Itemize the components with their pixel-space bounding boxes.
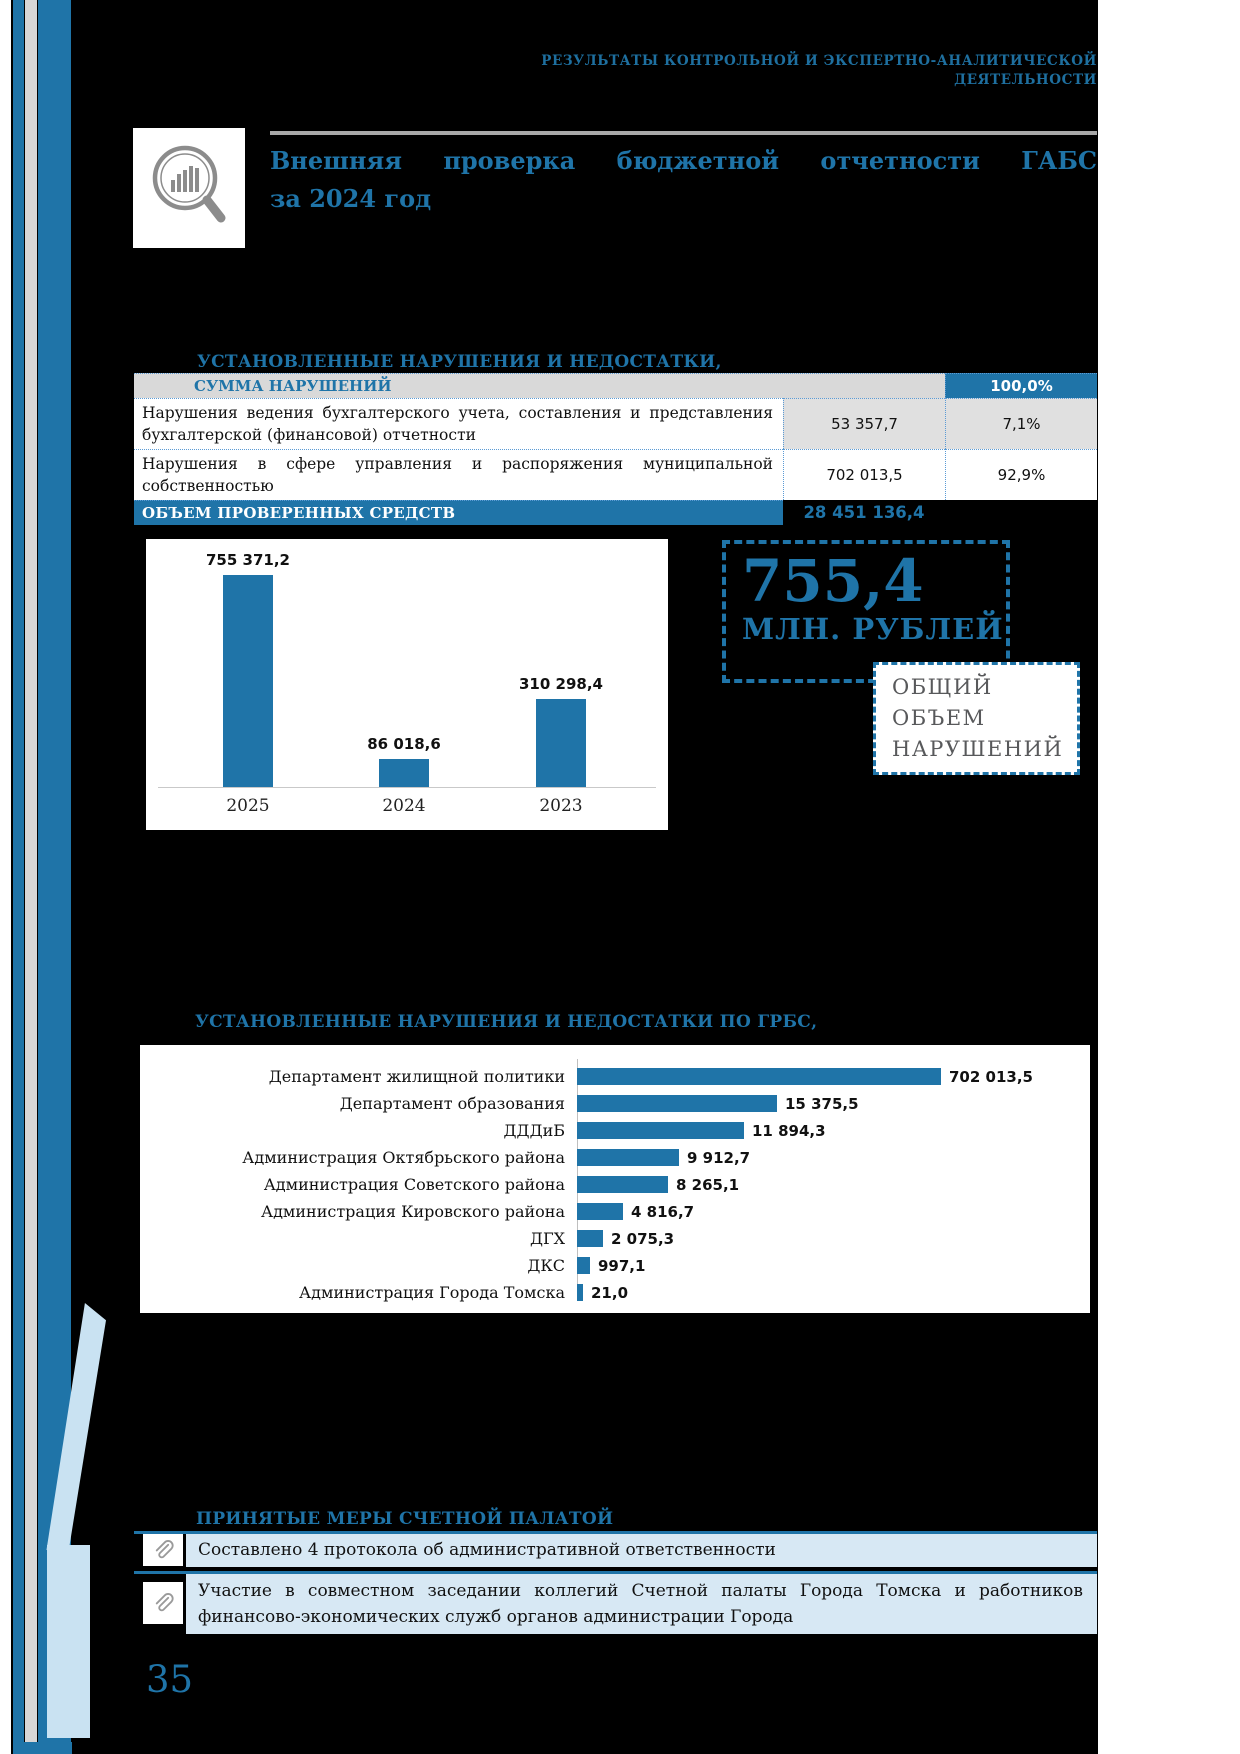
checked-funds-label: ОБЪЕМ ПРОВЕРЕННЫХ СРЕДСТВ	[134, 500, 783, 525]
total-violations-label-box	[873, 662, 1080, 775]
violation-value: 53 357,7	[783, 398, 945, 449]
page-background	[11, 0, 1098, 1754]
grbs-heading: УСТАНОВЛЕННЫЕ НАРУШЕНИЯ И НЕДОСТАТКИ ПО ГРБС,	[195, 1012, 818, 1032]
bar-2024	[379, 759, 429, 787]
violations-by-grbs-chart	[140, 1045, 1090, 1313]
hbar	[577, 1068, 941, 1085]
hbar-row	[140, 1198, 1090, 1225]
bar-value-label: 310 298,4	[519, 675, 603, 693]
callout-value: 755,4	[742, 547, 924, 615]
bar-value-label: 86 018,6	[367, 735, 441, 753]
x-axis-label: 2025	[226, 796, 270, 816]
section-icon-box	[133, 128, 245, 248]
hbar-category: Администрация Города Томска	[299, 1283, 565, 1302]
bar-value-label: 755 371,2	[206, 551, 290, 569]
hbar-category: Администрация Советского района	[263, 1175, 565, 1194]
callout-label-line: ОБЪЕМ	[892, 706, 986, 730]
bottom-left-pale-bar-decoration	[47, 1545, 90, 1738]
hbar-row	[140, 1252, 1090, 1279]
hbar	[577, 1176, 668, 1193]
paperclip-icon	[150, 1537, 176, 1563]
table-header-label: СУММА НАРУШЕНИЙ	[134, 373, 945, 398]
hbar-category: Департамент образования	[339, 1094, 565, 1113]
hbar-value: 8 265,1	[676, 1175, 740, 1194]
running-header	[400, 52, 1097, 90]
hbar-value: 997,1	[598, 1256, 646, 1275]
violations-by-year-chart	[146, 539, 668, 830]
violation-pct: 92,9%	[945, 449, 1097, 500]
violation-name: Нарушения ведения бухгалтерского учета, составления и представления бухгалтерской (финансовой) отчетности	[134, 398, 783, 449]
hbar-row	[140, 1225, 1090, 1252]
checked-funds-value: 28 451 136,4	[803, 503, 925, 522]
hbar	[577, 1122, 744, 1139]
hbar	[577, 1095, 777, 1112]
hbar-category: Администрация Кировского района	[260, 1202, 565, 1221]
measure-item: Участие в совместном заседании коллегий Счетной палаты Города Томска и работников финансово-экономических служб органов администрации Города	[186, 1574, 1097, 1634]
hbar-row	[140, 1090, 1090, 1117]
measures-heading: ПРИНЯТЫЕ МЕРЫ СЧЕТНОЙ ПАЛАТОЙ	[196, 1509, 614, 1529]
page-title-line1: Внешняя проверка бюджетной отчетности ГАБС	[270, 146, 1097, 175]
left-stripe-gray	[25, 0, 37, 1754]
hbar-row	[140, 1171, 1090, 1198]
hbar-value: 9 912,7	[687, 1148, 751, 1167]
violation-pct: 7,1%	[945, 398, 1097, 449]
hbar	[577, 1149, 679, 1166]
table-footer-row	[134, 500, 1097, 525]
hbar-row	[140, 1117, 1090, 1144]
page-title	[270, 146, 1097, 213]
hbar-category: ДКС	[527, 1256, 565, 1275]
left-stripe-blue-thin	[13, 0, 24, 1754]
table-header-row	[134, 373, 1097, 398]
callout-label-line: НАРУШЕНИЙ	[892, 737, 1064, 761]
hbar-value: 4 816,7	[631, 1202, 695, 1221]
chart-baseline	[158, 787, 656, 788]
measure-item: Составлено 4 протокола об административной ответственности	[186, 1534, 1097, 1567]
hbar-category: Администрация Октябрьского района	[242, 1148, 565, 1167]
hbar-category: ДГХ	[530, 1229, 565, 1248]
hbar-value: 2 075,3	[611, 1229, 675, 1248]
callout-unit: МЛН. РУБЛЕЙ	[742, 612, 1004, 646]
bottom-left-footer-block	[13, 1742, 72, 1754]
hbar-value: 11 894,3	[752, 1121, 826, 1140]
violations-table	[134, 373, 1097, 525]
hbar-row	[140, 1279, 1090, 1306]
bar-chart-magnifier-icon	[143, 138, 235, 238]
x-axis-label: 2024	[382, 796, 426, 816]
running-header-line2: ДЕЯТЕЛЬНОСТИ	[954, 72, 1097, 88]
table-row	[134, 398, 1097, 449]
table-row	[134, 449, 1097, 500]
hbar	[577, 1230, 603, 1247]
paperclip-icon	[150, 1590, 176, 1616]
x-axis-label: 2023	[539, 796, 583, 816]
hbar-value: 15 375,5	[785, 1094, 859, 1113]
hbar-row	[140, 1144, 1090, 1171]
table-header-total-pct: 100,0%	[945, 373, 1097, 398]
violation-value: 702 013,5	[783, 449, 945, 500]
hbar-value: 702 013,5	[949, 1067, 1033, 1086]
violation-name: Нарушения в сфере управления и распоряжения муниципальной собственностью	[134, 449, 783, 500]
hbar-category: Департамент жилищной политики	[268, 1067, 565, 1086]
hbar-category: ДДДиБ	[503, 1121, 565, 1140]
bar-2025	[223, 575, 273, 787]
hbar	[577, 1257, 590, 1274]
hbar-row	[140, 1063, 1090, 1090]
running-header-line1: РЕЗУЛЬТАТЫ КОНТРОЛЬНОЙ И ЭКСПЕРТНО-АНАЛИТИЧЕСКОЙ	[541, 53, 1097, 69]
bar-2023	[536, 699, 586, 787]
callout-label-line: ОБЩИЙ	[892, 675, 993, 699]
hbar	[577, 1203, 623, 1220]
page-title-line2: за 2024 год	[270, 184, 432, 213]
paperclip-box	[143, 1534, 183, 1566]
violations-heading: УСТАНОВЛЕННЫЕ НАРУШЕНИЯ И НЕДОСТАТКИ,	[197, 352, 722, 372]
hbar-value: 21,0	[591, 1283, 629, 1302]
paperclip-box	[143, 1582, 183, 1624]
page-number: 35	[146, 1658, 194, 1701]
title-divider-line	[270, 131, 1097, 135]
